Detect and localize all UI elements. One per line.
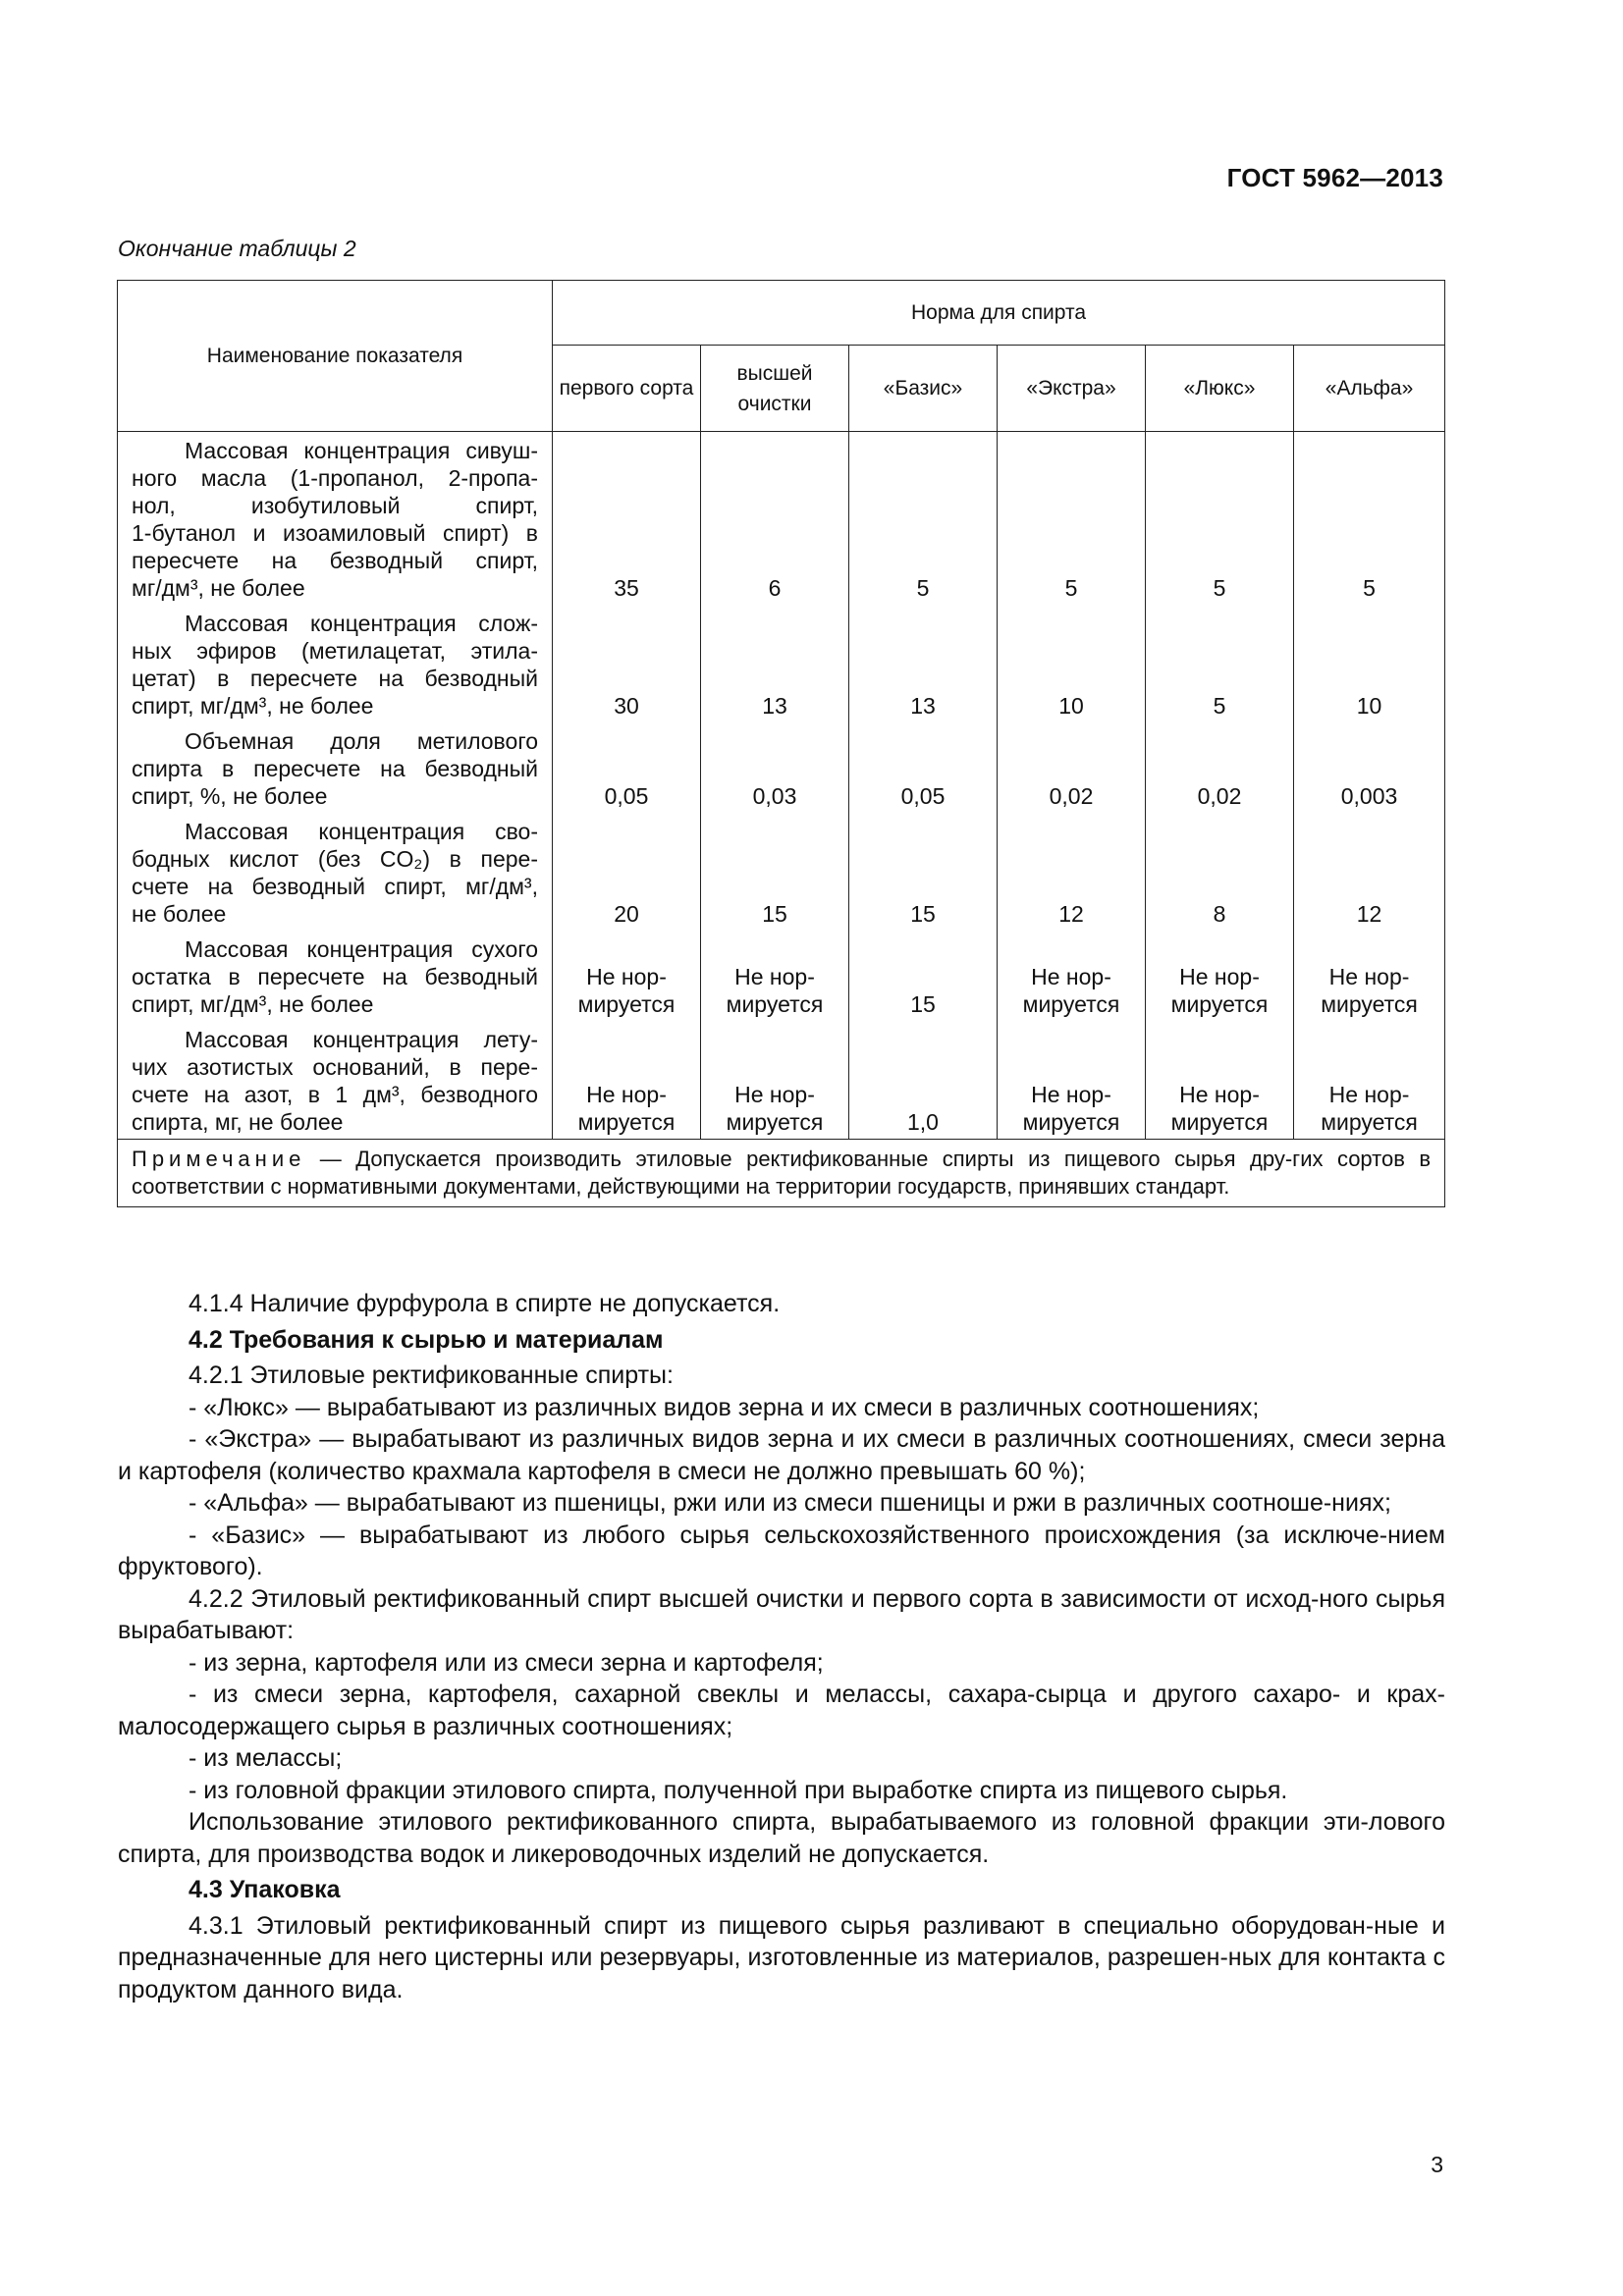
body-paragraph: - из зерна, картофеля или из смеси зерна и картофеля;	[189, 1648, 824, 1677]
norm-value: 30	[553, 605, 701, 722]
norm-value: 15	[701, 813, 849, 931]
indicator-name-line: ного масла (1-пропанол, 2-пропа-	[132, 465, 538, 491]
body-paragraph: - «Базис» — вырабатывают из любого сырья сельскохозяйственного происхождения (за исключе-нием фруктового).	[118, 1521, 1445, 1580]
page-number: 3	[1431, 2152, 1443, 2177]
indicator-name-line: счете на безводный спирт, мг/дм³,	[132, 874, 538, 899]
norm-value: 0,02	[998, 722, 1146, 813]
table-row	[118, 605, 1445, 722]
table-row	[118, 722, 1445, 813]
indicator-name-line: ных эфиров (метилацетат, этила-	[132, 638, 538, 664]
indicator-name-line: Массовая концентрация сво-	[185, 819, 538, 844]
norm-value	[998, 931, 1146, 1021]
column-header: «Базис»	[849, 346, 998, 432]
norm-value: 0,003	[1294, 722, 1445, 813]
norm-value	[1294, 931, 1445, 1021]
indicator-name-line: Массовая концентрация сухого	[185, 936, 538, 962]
table-row	[118, 1021, 1445, 1140]
body-paragraph: Использование этилового ректификованного спирта, вырабатываемого из головной фракции эти-лового спирта, для производства водок и ликероводочных изделий не допускается.	[118, 1808, 1445, 1868]
norm-value: 0,03	[701, 722, 849, 813]
indicator-name-line: счете на азот, в 1 дм³, безводного	[132, 1082, 538, 1107]
norm-value: 0,05	[553, 722, 701, 813]
norm-value: 13	[701, 605, 849, 722]
document-number: ГОСТ 5962—2013	[1226, 163, 1443, 192]
name-header: Наименование показателя	[118, 281, 553, 432]
indicator-name	[118, 931, 553, 1021]
indicator-name-line: спирт, мг/дм³, не более	[132, 991, 374, 1017]
body-paragraph: 4.2.2 Этиловый ректификованный спирт высшей очистки и первого сорта в зависимости от исход-ного сырья вырабатывают:	[118, 1584, 1445, 1644]
body-paragraph: - из головной фракции этилового спирта, полученной при выработке спирта из пищевого сырья.	[189, 1776, 1288, 1804]
body-paragraph: - «Люкс» — вырабатывают из различных видов зерна и их смеси в различных соотношениях;	[189, 1393, 1260, 1421]
indicator-name	[118, 722, 553, 813]
column-header: первого сорта	[553, 346, 701, 432]
indicator-name-line: мг/дм³, не более	[132, 575, 305, 601]
norm-value-line: мируется	[726, 1109, 824, 1135]
body-paragraph: - из смеси зерна, картофеля, сахарной свеклы и мелассы, сахара-сырца и другого сахаро- и крах-малосодержащего сырья в различных соотношениях;	[118, 1681, 1445, 1740]
indicator-name	[118, 1021, 553, 1140]
norm-value-line: Не нор-	[586, 1082, 667, 1107]
norm-value: 1,0	[849, 1021, 998, 1140]
table-row	[118, 432, 1445, 606]
indicator-name	[118, 813, 553, 931]
indicator-name-line: бодных кислот (без CO₂) в пере-	[132, 846, 538, 872]
norm-value	[553, 931, 701, 1021]
body-paragraph: - из мелассы;	[189, 1744, 343, 1772]
norm-value: 5	[1294, 432, 1445, 606]
column-header: высшей очистки	[701, 346, 849, 432]
body-paragraph: 4.2.1 Этиловые ректификованные спирты:	[189, 1362, 674, 1389]
norm-value-line: мируется	[726, 991, 824, 1017]
table-note	[118, 1140, 1445, 1207]
norm-value-line: Не нор-	[1031, 1082, 1111, 1107]
norm-value-line: Не нор-	[1179, 1082, 1260, 1107]
indicator-name-line: не более	[132, 901, 227, 927]
indicator-name-line: Массовая концентрация лету-	[185, 1027, 538, 1052]
norm-value: 35	[553, 432, 701, 606]
norm-value: 12	[998, 813, 1146, 931]
norm-value: 8	[1146, 813, 1294, 931]
norm-value	[701, 1021, 849, 1140]
norm-value-line: мируется	[577, 1109, 676, 1135]
indicator-name-line: 1-бутанол и изоамиловый спирт) в	[132, 520, 538, 546]
section-heading: 4.3 Упаковка	[189, 1876, 341, 1903]
body-text	[118, 1288, 1445, 2005]
norm-value	[1146, 1021, 1294, 1140]
norm-value-line: мируется	[1321, 1109, 1418, 1135]
norm-value-line: мируется	[1022, 991, 1120, 1017]
norm-value: 5	[849, 432, 998, 606]
note-label: Примечание	[132, 1147, 306, 1171]
norm-value: 6	[701, 432, 849, 606]
norm-value: 12	[1294, 813, 1445, 931]
norm-value: 0,02	[1146, 722, 1294, 813]
norm-value-line: мируется	[1321, 991, 1418, 1017]
note-text: — Допускается производить этиловые ректификованные спирты из пищевого сырья дру-гих сортов в соответствии с нормативными документами, действующими на территории государств, принявших стандарт.	[132, 1147, 1432, 1199]
body-paragraph: - «Экстра» — вырабатывают из различных видов зерна и их смеси в различных соотношениях, смеси зерна и картофеля (количество крахмала картофеля в смеси не должно превышать 60 %);	[118, 1425, 1445, 1485]
norm-value-line: мируется	[577, 991, 676, 1017]
indicator-name-line: Массовая концентрация сивуш-	[185, 438, 538, 463]
norm-value: 10	[998, 605, 1146, 722]
indicator-name-line: пересчете на безводный спирт,	[132, 548, 538, 573]
body-paragraph: - «Альфа» — вырабатывают из пшеницы, ржи или из смеси пшеницы и ржи в различных соотноше-ниях;	[189, 1489, 1391, 1517]
indicator-name-line: спирт, %, не более	[132, 783, 328, 809]
norm-value-line: Не нор-	[586, 964, 667, 989]
indicator-name	[118, 432, 553, 606]
norm-value: 0,05	[849, 722, 998, 813]
norm-value: 15	[849, 931, 998, 1021]
spec-table	[117, 280, 1445, 1207]
norm-value	[1294, 1021, 1445, 1140]
norm-value-line: Не нор-	[1328, 964, 1410, 989]
indicator-name-line: Объемная доля метилового	[185, 728, 538, 754]
norm-value-line: мируется	[1022, 1109, 1120, 1135]
norm-value	[998, 1021, 1146, 1140]
indicator-name-line: нол, изобутиловый спирт,	[132, 493, 538, 518]
norm-value-line: Не нор-	[734, 964, 815, 989]
indicator-name-line: Массовая концентрация слож-	[185, 611, 538, 636]
norm-value: 5	[1146, 432, 1294, 606]
norm-value: 15	[849, 813, 998, 931]
table-row	[118, 813, 1445, 931]
norm-value: 5	[1146, 605, 1294, 722]
table-caption: Окончание таблицы 2	[118, 236, 356, 261]
norm-value: 13	[849, 605, 998, 722]
norm-value	[553, 1021, 701, 1140]
column-header: «Люкс»	[1146, 346, 1294, 432]
norm-value: 20	[553, 813, 701, 931]
indicator-name-line: спирт, мг/дм³, не более	[132, 693, 374, 719]
norm-value	[1146, 931, 1294, 1021]
indicator-name-line: чих азотистых оснований, в пере-	[132, 1054, 538, 1080]
body-paragraph: 4.1.4 Наличие фурфурола в спирте не допускается.	[189, 1290, 781, 1317]
norm-value	[701, 931, 849, 1021]
section-heading: 4.2 Требования к сырью и материалам	[189, 1325, 664, 1354]
norm-value-line: мируется	[1170, 991, 1269, 1017]
table-row	[118, 931, 1445, 1021]
indicator-name	[118, 605, 553, 722]
column-header: «Альфа»	[1294, 346, 1445, 432]
indicator-name-line: спирта в пересчете на безводный	[132, 756, 538, 781]
indicator-name-line: спирта, мг, не более	[132, 1109, 344, 1135]
norm-value-line: Не нор-	[734, 1082, 815, 1107]
body-paragraph: 4.3.1 Этиловый ректификованный спирт из пищевого сырья разливают в специально оборудован-ные и предназначенные для него цистерны или резервуары, изготовленные из материалов, разрешен-ных для контакта с продуктом данного вида.	[118, 1911, 1445, 2003]
norm-value-line: Не нор-	[1031, 964, 1111, 989]
norm-value-line: Не нор-	[1179, 964, 1260, 989]
indicator-name-line: остатка в пересчете на безводный	[132, 964, 538, 989]
norm-value: 10	[1294, 605, 1445, 722]
column-header: «Экстра»	[998, 346, 1146, 432]
indicator-name-line: цетат) в пересчете на безводный	[132, 666, 538, 691]
norm-value: 5	[998, 432, 1146, 606]
norm-header: Норма для спирта	[553, 281, 1445, 346]
norm-value-line: мируется	[1170, 1109, 1269, 1135]
norm-value-line: Не нор-	[1328, 1082, 1410, 1107]
